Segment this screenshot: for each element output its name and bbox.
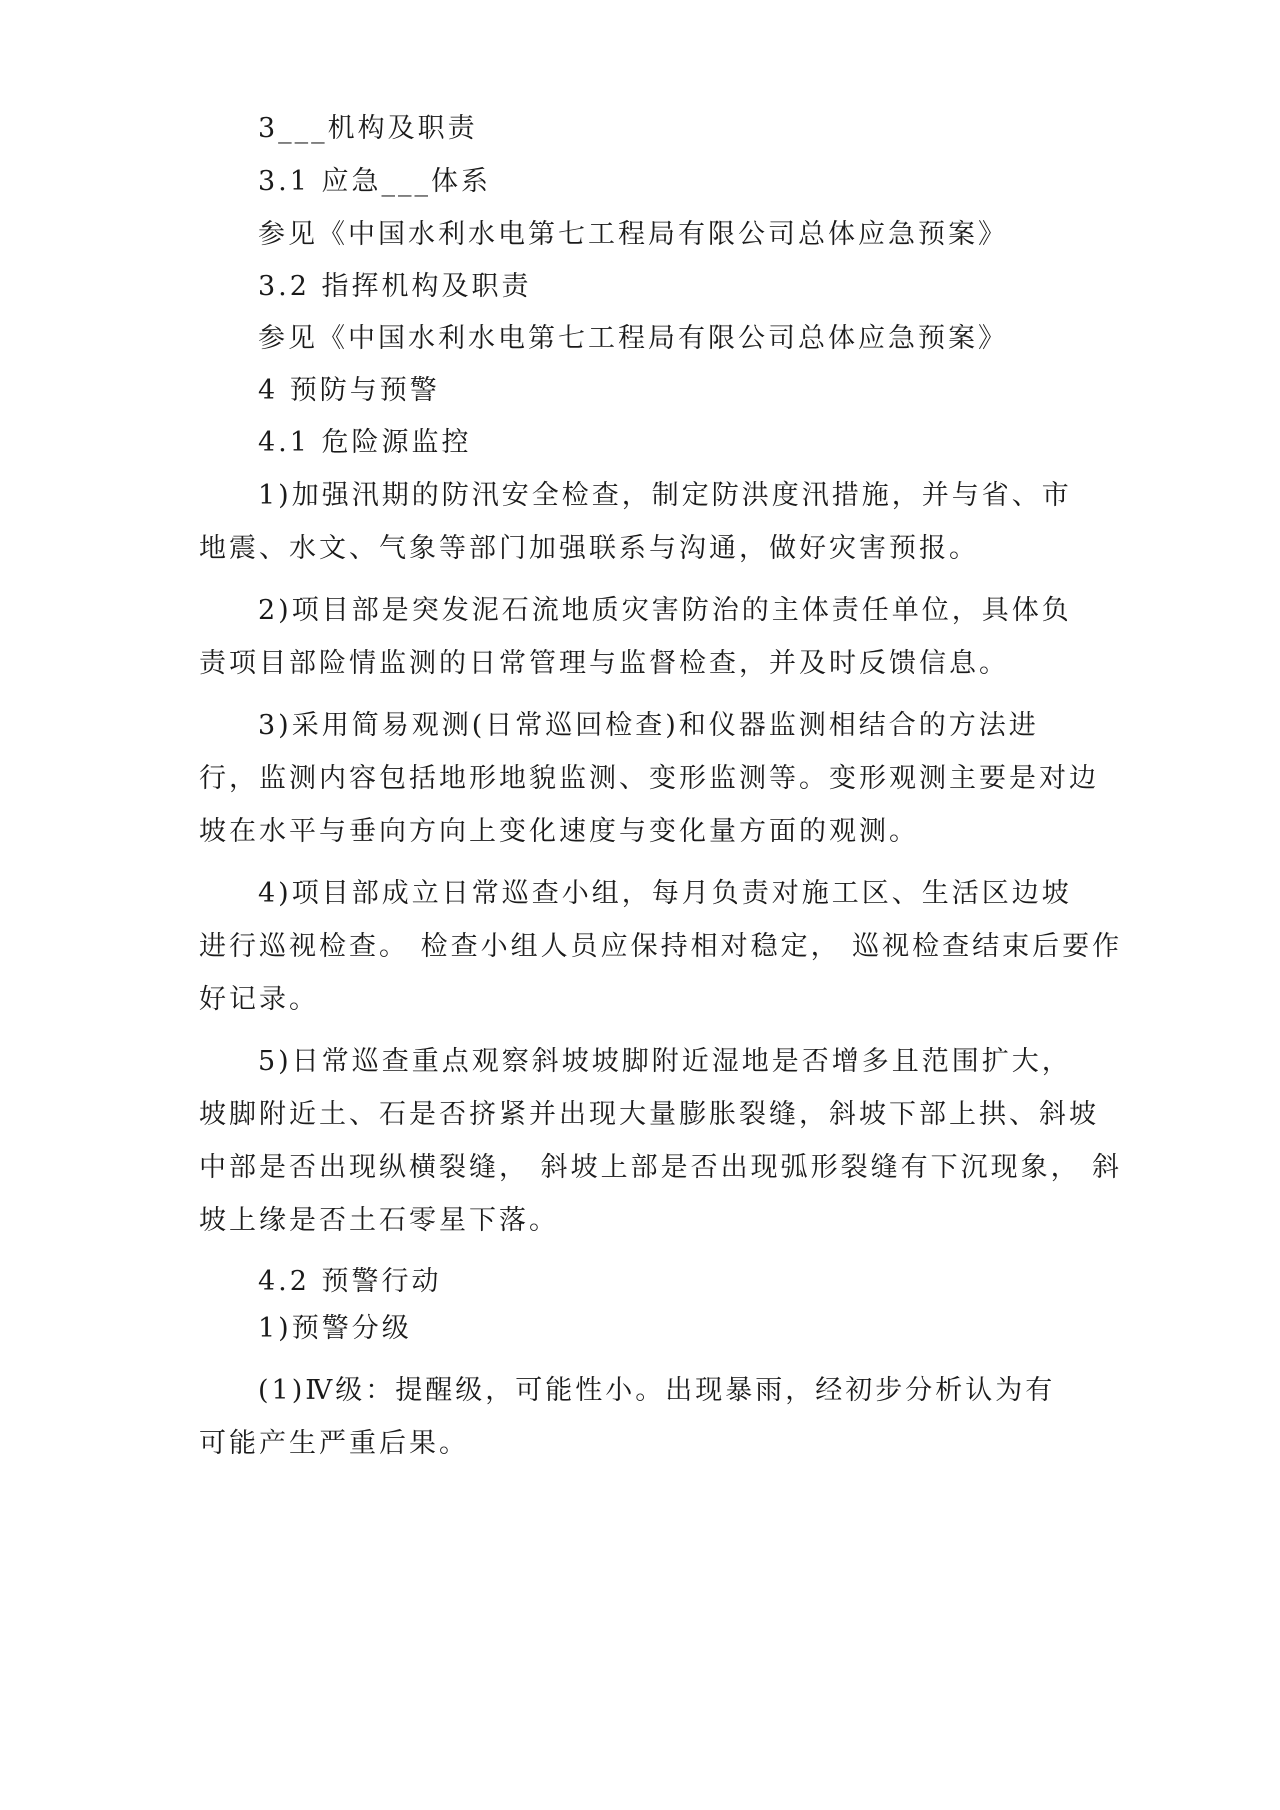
section-heading-4: 4 预防与预警 <box>258 375 440 406</box>
section-heading-3: 3___机构及职责 <box>258 113 478 144</box>
paragraph-item-1-line-2: 地震、水文、气象等部门加强联系与沟通，做好灾害预报。 <box>199 533 979 564</box>
section-heading-4-2: 4.2 预警行动 <box>258 1266 442 1297</box>
section-heading-3-2: 3.2 指挥机构及职责 <box>258 271 532 302</box>
paragraph-item-4-line-2: 进行巡视检查。 检查小组人员应保持相对稳定， 巡视检查结束后要作 <box>199 931 1123 962</box>
paragraph-item-2-line-2: 责项目部险情监测的日常管理与监督检查，并及时反馈信息。 <box>199 648 1009 679</box>
paragraph-item-5-line-3: 中部是否出现纵横裂缝， 斜坡上部是否出现弧形裂缝有下沉现象， 斜 <box>199 1152 1123 1183</box>
paragraph-item-5-line-1: 5)日常巡查重点观察斜坡坡脚附近湿地是否增多且范围扩大， <box>258 1046 1072 1077</box>
sub-heading-warning-levels: 1)预警分级 <box>258 1313 412 1344</box>
reference-text-3-2: 参见《中国水利水电第七工程局有限公司总体应急预案》 <box>258 323 1008 354</box>
paragraph-level-iv-line-2: 可能产生严重后果。 <box>199 1428 469 1459</box>
paragraph-item-3-line-1: 3)采用简易观测(日常巡回检查)和仪器监测相结合的方法进 <box>258 710 1039 741</box>
reference-text-3-1: 参见《中国水利水电第七工程局有限公司总体应急预案》 <box>258 219 1008 250</box>
paragraph-level-iv-line-1: (1)Ⅳ级：提醒级，可能性小。出现暴雨，经初步分析认为有 <box>258 1375 1056 1406</box>
paragraph-item-3-line-3: 坡在水平与垂向方向上变化速度与变化量方面的观测。 <box>199 816 919 847</box>
section-heading-4-1: 4.1 危险源监控 <box>258 427 472 458</box>
paragraph-item-4-line-3: 好记录。 <box>199 984 319 1015</box>
paragraph-item-5-line-4: 坡上缘是否土石零星下落。 <box>199 1205 559 1236</box>
paragraph-item-1-line-1: 1)加强汛期的防汛安全检查，制定防洪度汛措施，并与省、市 <box>258 480 1072 511</box>
paragraph-item-3-line-2: 行，监测内容包括地形地貌监测、变形监测等。变形观测主要是对边 <box>199 763 1099 794</box>
paragraph-item-2-line-1: 2)项目部是突发泥石流地质灾害防治的主体责任单位，具体负 <box>258 595 1072 626</box>
paragraph-item-4-line-1: 4)项目部成立日常巡查小组，每月负责对施工区、生活区边坡 <box>258 878 1072 909</box>
paragraph-item-5-line-2: 坡脚附近土、石是否挤紧并出现大量膨胀裂缝，斜坡下部上拱、斜坡 <box>199 1099 1099 1130</box>
section-heading-3-1: 3.1 应急___体系 <box>258 166 492 197</box>
